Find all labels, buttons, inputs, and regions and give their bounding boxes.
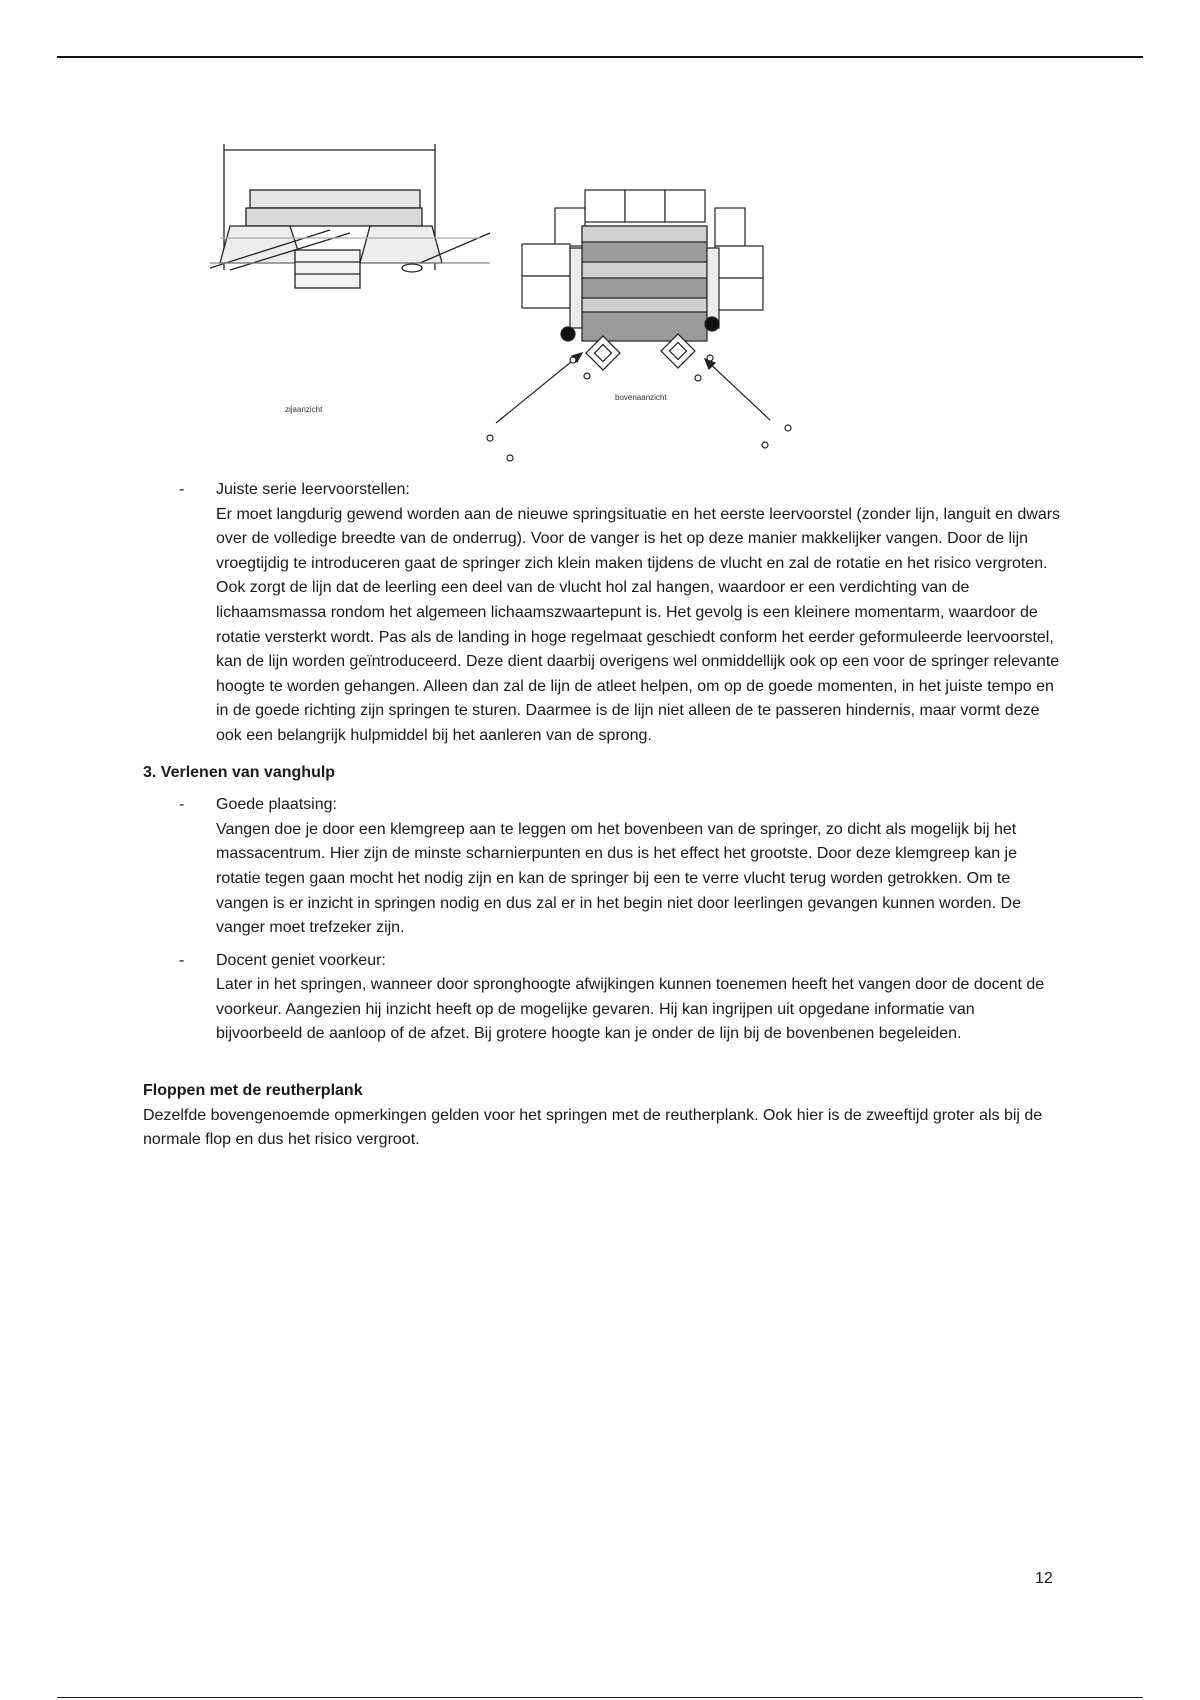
top-view-label: bovenaanzicht [615, 393, 667, 402]
side-view-drawing [210, 144, 490, 288]
section-title: Floppen met de reutherplank [143, 1082, 363, 1100]
top-view-drawing [487, 190, 791, 461]
bullet-dash: - [179, 481, 185, 498]
list-item-placement [143, 793, 1063, 941]
setup-figure [210, 138, 810, 473]
side-view-label: zijaanzicht [285, 405, 323, 414]
bullet-body: Er moet langdurig gewend worden aan de nieuwe springsituatie en het eerste leervoorstel (zonder lijn, languit en dwars over de volledige breedte van de onderrug). Voor de vanger is het op deze manier makkelijker vangen. Door de lijn vroegtijdig te introduceren gaat de springer zich klein maken tijdens de vlucht en zal de rotatie en het risico vergroten. Ook zorgt de lijn dat de leerling een deel van de vlucht hol zal hangen, waardoor er een verdichting van de lichaamsmassa rondom het algemeen lichaamszwaartepunt is. Het gevolg is een kleinere momentarm, waardoor de rotatie versterkt wordt. Pas als de landing in hoge regelmaat geschiedt conform het eerder geformuleerde leervoorstel, kan de lijn worden geïntroduceerd. Deze dient daarbij overigens wel onmiddellijk ook op een voor de springer relevante hoogte te worden gehangen. Alleen dan zal de lijn de atleet helpen, om op de goede momenten, in het juiste tempo en in de goede richting zijn springen te sturen. Daarmee is de lijn niet alleen de te passeren hindernis, maar vormt deze ook een belangrijk hulpmiddel bij het aanleren van de sprong. [216, 505, 1061, 744]
header-rule [57, 56, 1143, 58]
section-body: Dezelfde bovengenoemde opmerkingen gelden voor het springen met de reutherplank. Ook hier is de zweeftijd groter als bij de normale flop en dus het risico vergroot. [143, 1106, 1043, 1149]
bullet-dash: - [179, 951, 185, 969]
section-heading-vanghulp: 3. Verlenen van vanghulp [143, 763, 336, 781]
bullet-heading: Juiste serie leervoorstellen: [216, 481, 410, 498]
list-item-learning-series [143, 478, 1063, 749]
bullet-body: Later in het springen, wanneer door spronghoogte afwijkingen kunnen toenemen heeft het vangen door de docent de voorkeur. Aangezien hij inzicht heeft op de mogelijke gevaren. Hij kan ingrijpen uit opgedane informatie van bijvoorbeeld de aanloop of de afzet. Bij grotere hoogte kan je onder de lijn bij de bovenbenen begeleiden. [216, 976, 1045, 1043]
bullet-heading: Docent geniet voorkeur: [216, 951, 386, 969]
page-content [143, 478, 1063, 1153]
bullet-heading: Goede plaatsing: [216, 796, 337, 814]
list-item-teacher-preference [143, 949, 1063, 1047]
footer-rule [57, 1697, 1143, 1698]
figure-drawing [210, 138, 810, 473]
bullet-dash: - [179, 796, 185, 814]
bullet-body: Vangen doe je door een klemgreep aan te leggen om het bovenbeen van de springer, zo dicht als mogelijk bij het massacentrum. Hier zijn de minste scharnierpunten en dus is het effect het grootste. Door deze klemgreep kan je rotatie tegen gaan mocht het nodig zijn en kan de springer bij een te verre vlucht terug worden getrokken. Om te vangen is er inzicht in springen nodig en dus zal er in het begin niet door leerlingen gevangen kunnen worden. De vanger moet trefzeker zijn. [216, 820, 1021, 937]
page-number: 12 [1035, 1570, 1053, 1587]
